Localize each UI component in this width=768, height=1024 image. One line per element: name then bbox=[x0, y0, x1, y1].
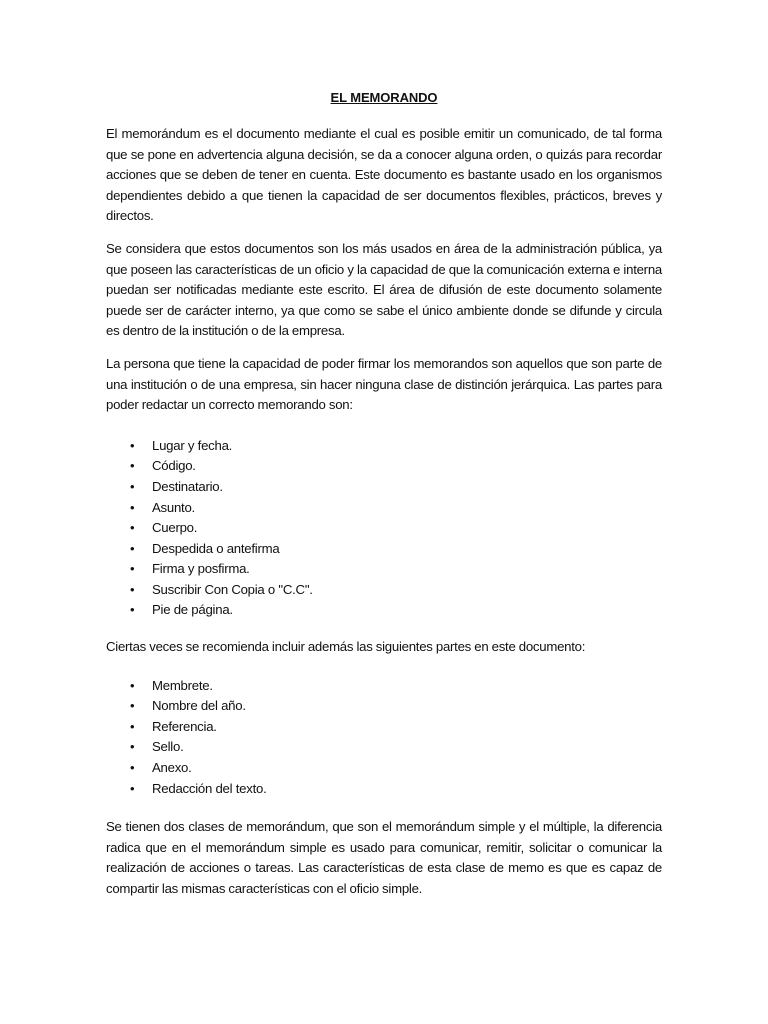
bullet-icon: • bbox=[130, 760, 135, 776]
list-item bbox=[130, 737, 662, 758]
bullet-icon: • bbox=[130, 677, 135, 693]
paragraph-intro: El memorándum es el documento mediante el cual es posible emitir un comunicado, de tal forma que se pone en advertencia alguna decisión, se da a conocer alguna orden, o quizás para recordar acciones que se deben de tener en cuenta. Este documento es bastante usado en los organismos dependientes debido a que tienen la capacidad de ser documentos flexibles, prácticos, breves y directos. bbox=[106, 126, 662, 224]
list-item-text: Pie de página. bbox=[152, 602, 233, 618]
bullet-icon: • bbox=[130, 581, 135, 597]
memo-parts-list bbox=[106, 436, 662, 621]
optional-parts-list bbox=[106, 676, 662, 800]
list-item-text: Sello. bbox=[152, 739, 184, 755]
paragraph-parts-intro: La persona que tiene la capacidad de poder firmar los memorandos son aquellos que son parte de una institución o de una empresa, sin hacer ninguna clase de distinción jerárquica. Las partes para poder redactar un correcto memorando son: bbox=[106, 355, 662, 413]
bullet-icon: • bbox=[130, 780, 135, 796]
list-item-text: Membrete. bbox=[152, 677, 213, 693]
list-item-text: Lugar y fecha. bbox=[152, 437, 233, 453]
list-item bbox=[130, 600, 662, 621]
list-item bbox=[130, 717, 662, 738]
list-item bbox=[130, 436, 662, 457]
bullet-icon: • bbox=[130, 499, 135, 515]
bullet-icon: • bbox=[130, 520, 135, 536]
list-item-text: Nombre del año. bbox=[152, 698, 246, 714]
bullet-icon: • bbox=[130, 540, 135, 556]
list-item bbox=[130, 559, 662, 580]
bullet-icon: • bbox=[130, 561, 135, 577]
list-item-text: Asunto. bbox=[152, 499, 195, 515]
list-item bbox=[130, 498, 662, 519]
list-item bbox=[130, 676, 662, 697]
bullet-icon: • bbox=[130, 718, 135, 734]
bullet-icon: • bbox=[130, 602, 135, 618]
list-item bbox=[130, 758, 662, 779]
list-item-text: Anexo. bbox=[152, 760, 192, 776]
bullet-icon: • bbox=[130, 458, 135, 474]
list-item-text: Despedida o antefirma bbox=[152, 540, 280, 556]
bullet-icon: • bbox=[130, 478, 135, 494]
document-title: EL MEMORANDO bbox=[330, 90, 438, 105]
list-item bbox=[130, 518, 662, 539]
list-item-text: Redacción del texto. bbox=[152, 780, 267, 796]
bullet-icon: • bbox=[130, 739, 135, 755]
list-item-text: Referencia. bbox=[152, 718, 217, 734]
bullet-icon: • bbox=[130, 437, 135, 453]
list-item bbox=[130, 539, 662, 560]
list-item bbox=[130, 779, 662, 800]
paragraph-optional-parts: Ciertas veces se recomienda incluir además las siguientes partes en este documento: bbox=[106, 639, 586, 655]
list-item bbox=[130, 477, 662, 498]
paragraph-memo-types: Se tienen dos clases de memorándum, que son el memorándum simple y el múltiple, la diferencia radica que en el memorándum simple es usado para comunicar, remitir, solicitar o comunicar la realización de acciones o tareas. Las características de esta clase de memo es que es capaz de compartir las mismas características con el oficio simple. bbox=[106, 819, 662, 896]
list-item-text: Destinatario. bbox=[152, 478, 223, 494]
list-item-text: Código. bbox=[152, 458, 196, 474]
list-item-text: Cuerpo. bbox=[152, 520, 198, 536]
bullet-icon: • bbox=[130, 698, 135, 714]
list-item-text: Firma y posfirma. bbox=[152, 561, 250, 577]
paragraph-usage: Se considera que estos documentos son los más usados en área de la administración pública, ya que poseen las características de un oficio y la capacidad de que la comunicación externa e interna puedan ser notificadas mediante este escrito. El área de difusión de este documento solamente puede ser de carácter interno, ya que como se sabe el único ambiente donde se difunde y circula es dentro de la institución o de la empresa. bbox=[106, 240, 662, 339]
list-item bbox=[130, 696, 662, 717]
list-item-text: Suscribir Con Copia o "C.C". bbox=[152, 581, 313, 597]
list-item bbox=[130, 456, 662, 477]
list-item bbox=[130, 580, 662, 601]
